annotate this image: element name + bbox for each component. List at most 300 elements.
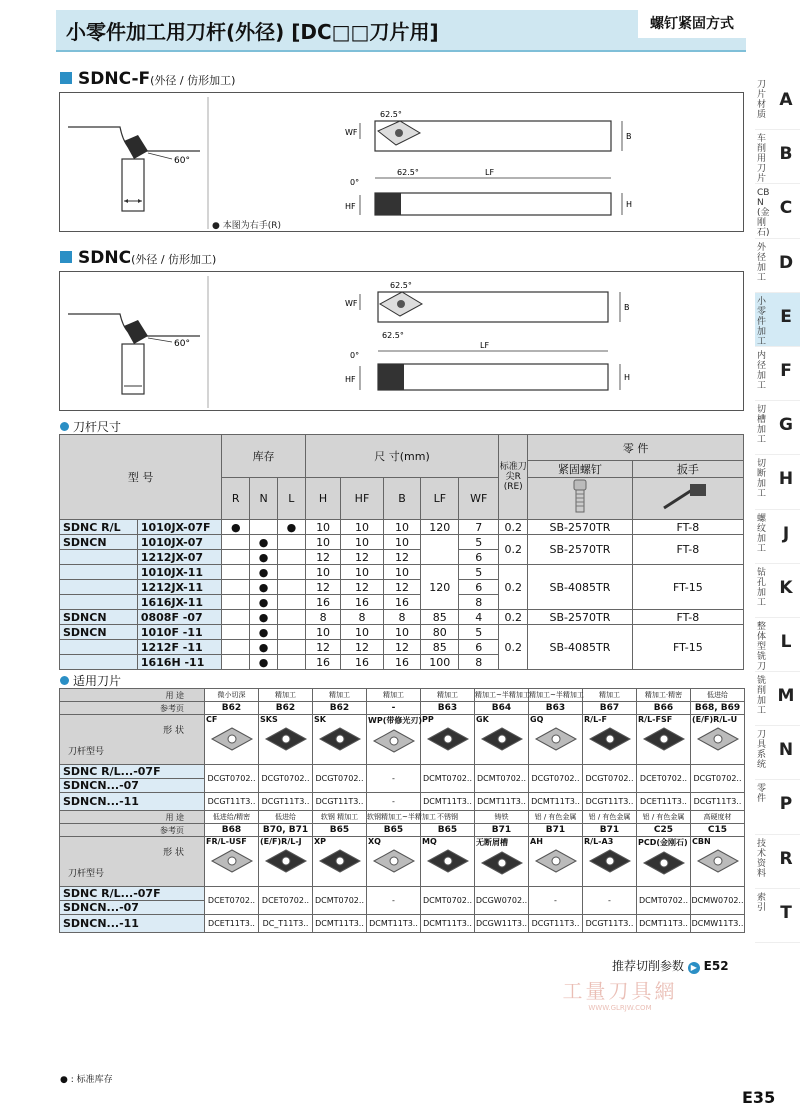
holder-label: SDNCN...-11: [60, 793, 205, 811]
col-WF: WF: [459, 478, 499, 520]
cell-H: 8: [305, 610, 341, 625]
shape-cell: [313, 715, 367, 765]
insert-code: DCMT11T3..: [421, 793, 475, 811]
svg-text:0°: 0°: [350, 351, 360, 360]
breaker-label: GK: [476, 715, 489, 724]
ref-cell: B68: [205, 824, 259, 837]
tab-label: 零件: [757, 784, 767, 805]
tab-letter: G: [779, 415, 793, 436]
holder-label: SDNCN...-11: [60, 915, 205, 933]
tab-letter: M: [777, 686, 795, 707]
cell-LF: [421, 535, 459, 565]
svg-text:62.5°: 62.5°: [397, 168, 419, 177]
shape-label: 形 状: [163, 725, 184, 736]
ref-cell: B67: [583, 702, 637, 715]
use-cell: 精加工~半精加工: [529, 689, 583, 702]
tab-letter: C: [779, 198, 793, 219]
tab-t[interactable]: [755, 889, 800, 943]
cell-L: [277, 595, 305, 610]
svg-text:LF: LF: [485, 168, 495, 177]
section-sdnc-title: SDNC: [78, 248, 132, 268]
section-sdnc-heading: [60, 248, 216, 268]
tab-label: 铣削加工: [757, 676, 767, 717]
shape-cell: [583, 715, 637, 765]
ref-cell: B63: [421, 702, 475, 715]
breaker-label: R/L-F: [584, 715, 607, 724]
ref-cell: C25: [637, 824, 691, 837]
cell-HF: 16: [341, 595, 383, 610]
insert-shape-icon: [532, 846, 580, 876]
cell-N: ●: [250, 625, 278, 640]
section-marker-icon: [60, 251, 72, 263]
page-ref-icon: ▶: [688, 962, 700, 974]
cell-screw: SB-2570TR: [528, 610, 633, 625]
shape-cell: [259, 715, 313, 765]
shape-cell: [367, 715, 421, 765]
cell-H: 12: [305, 580, 341, 595]
cell-WF: 6: [459, 640, 499, 655]
tab-label: 刀片材质: [757, 80, 767, 120]
ref-cell: C15: [691, 824, 745, 837]
tab-letter: F: [780, 360, 792, 381]
insert-shape-icon: [262, 846, 310, 876]
insert-shape-icon: [586, 724, 634, 754]
use-cell: 精加工: [421, 689, 475, 702]
section-sdnc-suffix: (外径 / 仿形加工): [131, 253, 217, 266]
insert-shape-icon: [370, 726, 418, 756]
use-cell: 铸铁: [475, 811, 529, 824]
cell-N: ●: [250, 655, 278, 670]
cell-LF: 85: [421, 610, 459, 625]
cell-N: ●: [250, 640, 278, 655]
use-cell: 不锈钢: [421, 811, 475, 824]
cell-H: 10: [305, 535, 341, 550]
stock-legend: ● : 标准库存: [60, 1075, 113, 1085]
holder-row: [60, 535, 744, 550]
insert-code: DCGT0702..: [583, 765, 637, 793]
breaker-label: XQ: [368, 837, 381, 846]
holder-label: SDNCN...-07: [60, 901, 205, 915]
holder-family: SDNC R/L: [60, 520, 138, 535]
stock-header: 库存: [222, 435, 305, 478]
cell-screw: SB-4085TR: [528, 565, 633, 610]
tab-label: 切断加工: [757, 459, 767, 500]
breaker-label: CBN: [692, 837, 711, 846]
tab-letter: E: [780, 306, 792, 327]
cell-wrench: FT-15: [632, 625, 743, 670]
insert-shape-icon: [640, 724, 688, 754]
cell-H: 10: [305, 565, 341, 580]
chapter-tabs: [755, 76, 800, 943]
ref-cell: B71: [475, 824, 529, 837]
shape-cell: [205, 715, 259, 765]
holder-model: 1010JX-07: [137, 535, 222, 550]
ref-cell: B68, B69: [691, 702, 745, 715]
watermark-url: WWW.GLRJW.COM: [588, 1004, 652, 1012]
cell-WF: 5: [459, 565, 499, 580]
insert-code: DCGT11T3..: [583, 915, 637, 933]
insert-code: DCGT11T3..: [313, 793, 367, 811]
insert-shape-icon: [316, 724, 364, 754]
tab-letter: K: [779, 577, 793, 598]
recommended-params-label: 推荐切削参数: [612, 959, 685, 973]
ref-cell: B65: [421, 824, 475, 837]
cell-WF: 5: [459, 625, 499, 640]
breaker-label: SK: [314, 715, 326, 724]
holder-family: SDNCN: [60, 610, 138, 625]
use-cell: 铝 / 有色金属: [637, 811, 691, 824]
insert-code: DCET11T3..: [205, 915, 259, 933]
watermark: [540, 975, 700, 1012]
ref-cell: B71: [529, 824, 583, 837]
tab-l[interactable]: [755, 618, 800, 672]
tab-letter: J: [782, 523, 790, 544]
insert-code: DCGT0702..: [259, 765, 313, 793]
cell-WF: 7: [459, 520, 499, 535]
use-label: 用 途: [60, 689, 205, 702]
svg-text:HF: HF: [345, 375, 356, 384]
insert-shape-icon: [532, 724, 580, 754]
cell-N: ●: [250, 565, 278, 580]
page-number: E35: [742, 1088, 776, 1107]
holder-size-caption-text: 刀杆尺寸: [73, 420, 122, 434]
insert-shape-icon: [208, 724, 256, 754]
use-cell: 低进给: [259, 811, 313, 824]
svg-text:WF: WF: [345, 299, 358, 308]
use-cell: 微小切深: [205, 689, 259, 702]
section-sdnc-f-suffix: (外径 / 仿形加工): [150, 74, 236, 87]
ref-cell: B65: [367, 824, 421, 837]
ref-label: 参考页: [60, 824, 205, 837]
holder-family: [60, 565, 138, 580]
holder-table: [59, 434, 744, 670]
svg-text:60°: 60°: [174, 339, 190, 349]
cell-R: [222, 640, 250, 655]
insert-code: DCMW11T3..: [691, 915, 745, 933]
cell-LF: 80: [421, 625, 459, 640]
tab-h[interactable]: [755, 455, 800, 509]
insert-code: DCGT11T3..: [259, 793, 313, 811]
shape-cell: [367, 837, 421, 887]
watermark-text: 工量刀具網: [562, 979, 678, 1003]
breaker-label: (E/F)R/L-U: [692, 715, 738, 724]
cell-B: 10: [383, 535, 421, 550]
insert-code: DCGT0702..: [529, 765, 583, 793]
holder-model: 0808F -07: [137, 610, 222, 625]
shape-cell: [637, 837, 691, 887]
use-cell: 精加工: [313, 689, 367, 702]
holder-model: 1212JX-07: [137, 550, 222, 565]
shape-cell: [637, 715, 691, 765]
insert-code: DCMT11T3..: [529, 793, 583, 811]
sdnc-drawing: [60, 272, 745, 412]
wrench-header: 扳手: [632, 461, 743, 478]
tab-letter: T: [780, 902, 792, 923]
cell-N: ●: [250, 535, 278, 550]
insert-code: DC_T11T3..: [259, 915, 313, 933]
insert-code: DCMT0702..: [421, 765, 475, 793]
insert-code: DCGT0702..: [691, 765, 745, 793]
col-R: R: [222, 478, 250, 520]
tab-letter: R: [779, 848, 793, 869]
insert-code: DCGT11T3..: [205, 793, 259, 811]
tab-label: 钻孔加工: [757, 567, 767, 608]
holder-model: 1616JX-11: [137, 595, 222, 610]
cell-HF: 10: [341, 625, 383, 640]
shape-label-cell: [60, 837, 205, 887]
insert-caption: [60, 672, 121, 689]
cell-wrench: FT-8: [632, 610, 743, 625]
breaker-label: PP: [422, 715, 434, 724]
tab-a[interactable]: [755, 76, 800, 130]
tab-j[interactable]: [755, 510, 800, 564]
cell-screw: SB-4085TR: [528, 625, 633, 670]
tab-label: 小零件加工: [757, 296, 767, 347]
tab-k[interactable]: [755, 564, 800, 618]
tab-letter: B: [779, 144, 793, 165]
breaker-label: 无断屑槽: [476, 838, 508, 847]
shape-cell: [259, 837, 313, 887]
insert-code: DCMT0702..: [313, 887, 367, 915]
cell-RE: 0.2: [499, 565, 528, 610]
insert-code: DCMT0702..: [637, 887, 691, 915]
use-cell: 低进给: [691, 689, 745, 702]
ref-cell: -: [367, 702, 421, 715]
insert-code: DCMT11T3..: [475, 793, 529, 811]
holder-model: 1010JX-11: [137, 565, 222, 580]
svg-text:B: B: [624, 303, 630, 312]
tab-label: CBN (金刚石): [757, 188, 770, 239]
use-cell: 精加工·精密: [637, 689, 691, 702]
tab-c[interactable]: [755, 184, 800, 238]
cell-R: [222, 565, 250, 580]
insert-code: DCMT11T3..: [313, 915, 367, 933]
cell-R: [222, 595, 250, 610]
use-cell: 精加工: [367, 689, 421, 702]
screw-image-cell: [528, 478, 633, 520]
col-B: B: [383, 478, 421, 520]
cell-H: 16: [305, 655, 341, 670]
cell-L: [277, 565, 305, 580]
cell-H: 12: [305, 640, 341, 655]
tab-label: 内径加工: [757, 350, 767, 391]
cell-B: 10: [383, 520, 421, 535]
cell-B: 10: [383, 625, 421, 640]
svg-text:B: B: [626, 132, 632, 141]
shape-cell: [475, 715, 529, 765]
insert-shape-icon: [478, 848, 526, 878]
insert-code: DCET0702..: [205, 887, 259, 915]
svg-text:LF: LF: [480, 341, 490, 350]
cell-L: [277, 640, 305, 655]
shape-cell: [421, 837, 475, 887]
cell-HF: 12: [341, 580, 383, 595]
holder-family: [60, 655, 138, 670]
tab-label: 切槽加工: [757, 405, 767, 446]
ref-cell: B71: [583, 824, 637, 837]
holder-model: 1616H -11: [137, 655, 222, 670]
cell-WF: 8: [459, 655, 499, 670]
breaker-label: CF: [206, 715, 218, 724]
tab-label: 整体型铣刀: [757, 621, 767, 672]
cell-H: 10: [305, 520, 341, 535]
cell-HF: 12: [341, 550, 383, 565]
svg-text:60°: 60°: [174, 156, 190, 166]
cell-R: [222, 580, 250, 595]
section-sdnc-f-heading: [60, 69, 235, 89]
svg-text:HF: HF: [345, 202, 356, 211]
ref-label: 参考页: [60, 702, 205, 715]
cell-LF: 120: [421, 520, 459, 535]
tab-letter: N: [778, 740, 794, 761]
cell-N: ●: [250, 610, 278, 625]
insert-code: -: [583, 887, 637, 915]
cell-B: 12: [383, 550, 421, 565]
use-cell: 精加工: [259, 689, 313, 702]
sdnc-f-drawing: [60, 93, 745, 233]
tab-p[interactable]: [755, 780, 800, 834]
tab-b[interactable]: [755, 130, 800, 184]
sdnc-f-drawing-panel: [59, 92, 744, 232]
breaker-label: MQ: [422, 837, 437, 846]
breaker-label: XP: [314, 837, 327, 846]
col-HF: HF: [341, 478, 383, 520]
tab-label: 索引: [757, 892, 767, 913]
ref-cell: B62: [205, 702, 259, 715]
insert-code: DCMT0702..: [475, 765, 529, 793]
page-title: 小零件加工用刀杆(外径) [DC□□刀片用]: [66, 20, 439, 44]
tab-r[interactable]: [755, 835, 800, 889]
breaker-label: PCD(金刚石): [638, 838, 688, 847]
shape-cell: [475, 837, 529, 887]
tab-label: 技术资料: [757, 838, 767, 879]
breaker-label: R/L-FSF: [638, 715, 673, 724]
cell-B: 12: [383, 640, 421, 655]
clamping-method-tag: 螺钉紧固方式: [638, 10, 746, 38]
insert-icon: [124, 135, 148, 159]
bullet-icon: [60, 676, 69, 685]
cell-N: ●: [250, 550, 278, 565]
cell-L: [277, 655, 305, 670]
recommended-params[interactable]: [612, 957, 729, 974]
cell-LF: 85: [421, 640, 459, 655]
tab-label: 刀具系统: [757, 730, 767, 771]
breaker-label: GQ: [530, 715, 544, 724]
cell-N: ●: [250, 580, 278, 595]
bullet-icon: [60, 422, 69, 431]
tab-e[interactable]: [755, 293, 800, 347]
recommended-params-ref: E52: [703, 959, 729, 973]
insert-code: DCMW0702..: [691, 887, 745, 915]
cell-L: [277, 580, 305, 595]
insert-shape-icon: [694, 846, 742, 876]
shape-cell: [529, 837, 583, 887]
insert-code: DCGT11T3..: [529, 915, 583, 933]
cell-R: [222, 535, 250, 550]
insert-code: DCGW0702..: [475, 887, 529, 915]
cell-RE: 0.2: [499, 625, 528, 670]
holder-label: SDNC R/L...-07F: [60, 887, 205, 901]
svg-text:62.5°: 62.5°: [380, 110, 402, 119]
tab-n[interactable]: [755, 726, 800, 780]
holder-family: [60, 595, 138, 610]
parts-header: 零 件: [528, 435, 744, 461]
cell-WF: 6: [459, 550, 499, 565]
shape-cell: [691, 715, 745, 765]
breaker-label: SKS: [260, 715, 278, 724]
insert-code: DCMT11T3..: [637, 915, 691, 933]
cell-RE: 0.2: [499, 535, 528, 565]
use-cell: 软钢精加工~半精加工: [367, 811, 421, 824]
breaker-label: AH: [530, 837, 543, 846]
svg-text:WF: WF: [345, 128, 358, 137]
insert-code: -: [367, 765, 421, 793]
tab-letter: D: [778, 252, 794, 273]
insert-shape-icon: [424, 724, 472, 754]
insert-code: DCET0702..: [259, 887, 313, 915]
ref-cell: B65: [313, 824, 367, 837]
ref-cell: B62: [259, 702, 313, 715]
insert-shape-icon: [316, 846, 364, 876]
cell-L: [277, 550, 305, 565]
holder-model-label: 刀杆型号: [68, 868, 105, 879]
ref-cell: B62: [313, 702, 367, 715]
holder-row: [60, 625, 744, 640]
cell-L: [277, 610, 305, 625]
holder-model-label: 刀杆型号: [68, 746, 105, 757]
cell-R: [222, 655, 250, 670]
holder-size-caption: [60, 418, 121, 435]
cell-HF: 10: [341, 520, 383, 535]
shape-label-cell: [60, 715, 205, 765]
cell-wrench: FT-15: [632, 565, 743, 610]
insert-code: DCGT11T3..: [583, 793, 637, 811]
screw-header: 紧固螺钉: [528, 461, 633, 478]
cell-HF: 10: [341, 565, 383, 580]
wrench-image-cell: [632, 478, 743, 520]
right-hand-note: ● 本图为右手(R): [212, 221, 281, 231]
shape-cell: [205, 837, 259, 887]
cell-HF: 16: [341, 655, 383, 670]
tab-m[interactable]: [755, 672, 800, 726]
wrench-icon: [658, 478, 718, 516]
insert-code: DCMT11T3..: [367, 915, 421, 933]
cell-R: ●: [222, 520, 250, 535]
insert-code: DCGT0702..: [313, 765, 367, 793]
holder-model: 1010F -11: [137, 625, 222, 640]
insert-code: DCMT0702..: [421, 887, 475, 915]
shape-cell: [691, 837, 745, 887]
tab-d[interactable]: [755, 239, 800, 293]
shape-cell: [313, 837, 367, 887]
cell-RE: 0.2: [499, 610, 528, 625]
use-cell: 高硬度材: [691, 811, 745, 824]
cell-H: 10: [305, 625, 341, 640]
holder-model: 1212F -11: [137, 640, 222, 655]
cell-B: 12: [383, 580, 421, 595]
tab-g[interactable]: [755, 401, 800, 455]
breaker-label: WP(带修光刃): [368, 716, 422, 725]
svg-text:62.5°: 62.5°: [382, 331, 404, 340]
insert-icon: [124, 320, 148, 344]
tab-f[interactable]: [755, 347, 800, 401]
sdnc-drawing-panel: [59, 271, 744, 411]
use-cell: 精加工: [583, 689, 637, 702]
cell-LF: 100: [421, 655, 459, 670]
cell-B: 16: [383, 655, 421, 670]
ref-cell: B70, B71: [259, 824, 313, 837]
holder-family: [60, 640, 138, 655]
